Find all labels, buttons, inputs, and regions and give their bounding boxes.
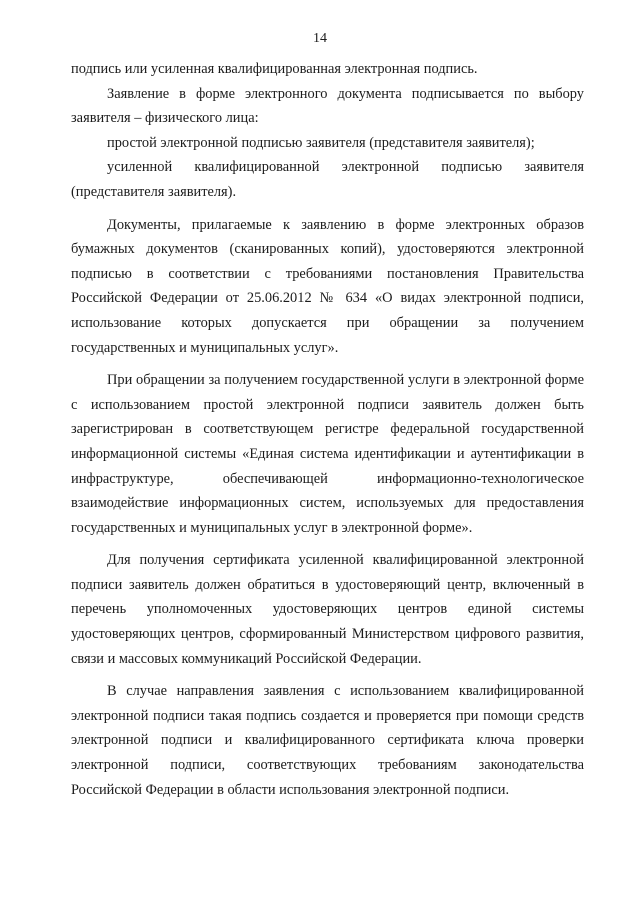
paragraph-qualified-signature-verification: В случае направления заявления с использованием квалифицированной электронной подписи такая подпись создается и проверяется при помощи средств электронной подписи и квалифицированного сертификата ключа проверки электронной подписи, соответствующих требованиям законодательства Российской Федерации в области использования электронной подписи. xyxy=(71,683,584,798)
document-body xyxy=(71,57,584,802)
word: электронной xyxy=(341,159,420,176)
word: усиленной xyxy=(107,159,173,176)
page-number: 14 xyxy=(313,31,327,46)
paragraph-signature-type: подпись или усиленная квалифицированная электронная подпись. xyxy=(71,61,478,77)
word: квалифицированной xyxy=(194,159,320,176)
paragraph-simple-signature-registration: При обращении за получением государственной услуги в электронной форме с использованием простой электронной подписи заявитель должен быть зарегистрирован в соответствующем регистре федеральной государственной информационной системы «Единая система идентификации и аутентификации в инфраструктуре, обеспечивающей информационно-технологическое взаимодействие информационных систем, используемых для предоставления государственных и муниципальных услуг в электронной форме». xyxy=(71,372,584,536)
word: подписью xyxy=(441,159,503,176)
list-item-qualified-signature-continued: (представителя заявителя). xyxy=(71,183,237,200)
list-item-qualified-signature xyxy=(71,155,584,180)
word: заявителя xyxy=(524,159,584,176)
list-item-simple-signature: простой электронной подписью заявителя (представителя заявителя); xyxy=(107,134,535,151)
paragraph-certificate: Для получения сертификата усиленной квалифицированной электронной подписи заявитель должен обратиться в удостоверяющий центр, включенный в перечень уполномоченных удостоверяющих центров единой системы удостоверяющих центров, сформированный Министерством цифрового развития, связи и массовых коммуникаций Российской Федерации. xyxy=(71,552,584,667)
paragraph-application-signing: Заявление в форме электронного документа подписывается по выбору заявителя – физического лица: xyxy=(71,85,584,127)
paragraph-attached-documents: Документы, прилагаемые к заявлению в форме электронных образов бумажных документов (сканированных копий), удостоверяются электронной подписью в соответствии с требованиями постановления Правительства Российской Федерации от 25.06.2012 № 634 «О видах электронной подписи, использование которых допускается при обращении за получением государственных и муниципальных услуг». xyxy=(71,216,584,356)
